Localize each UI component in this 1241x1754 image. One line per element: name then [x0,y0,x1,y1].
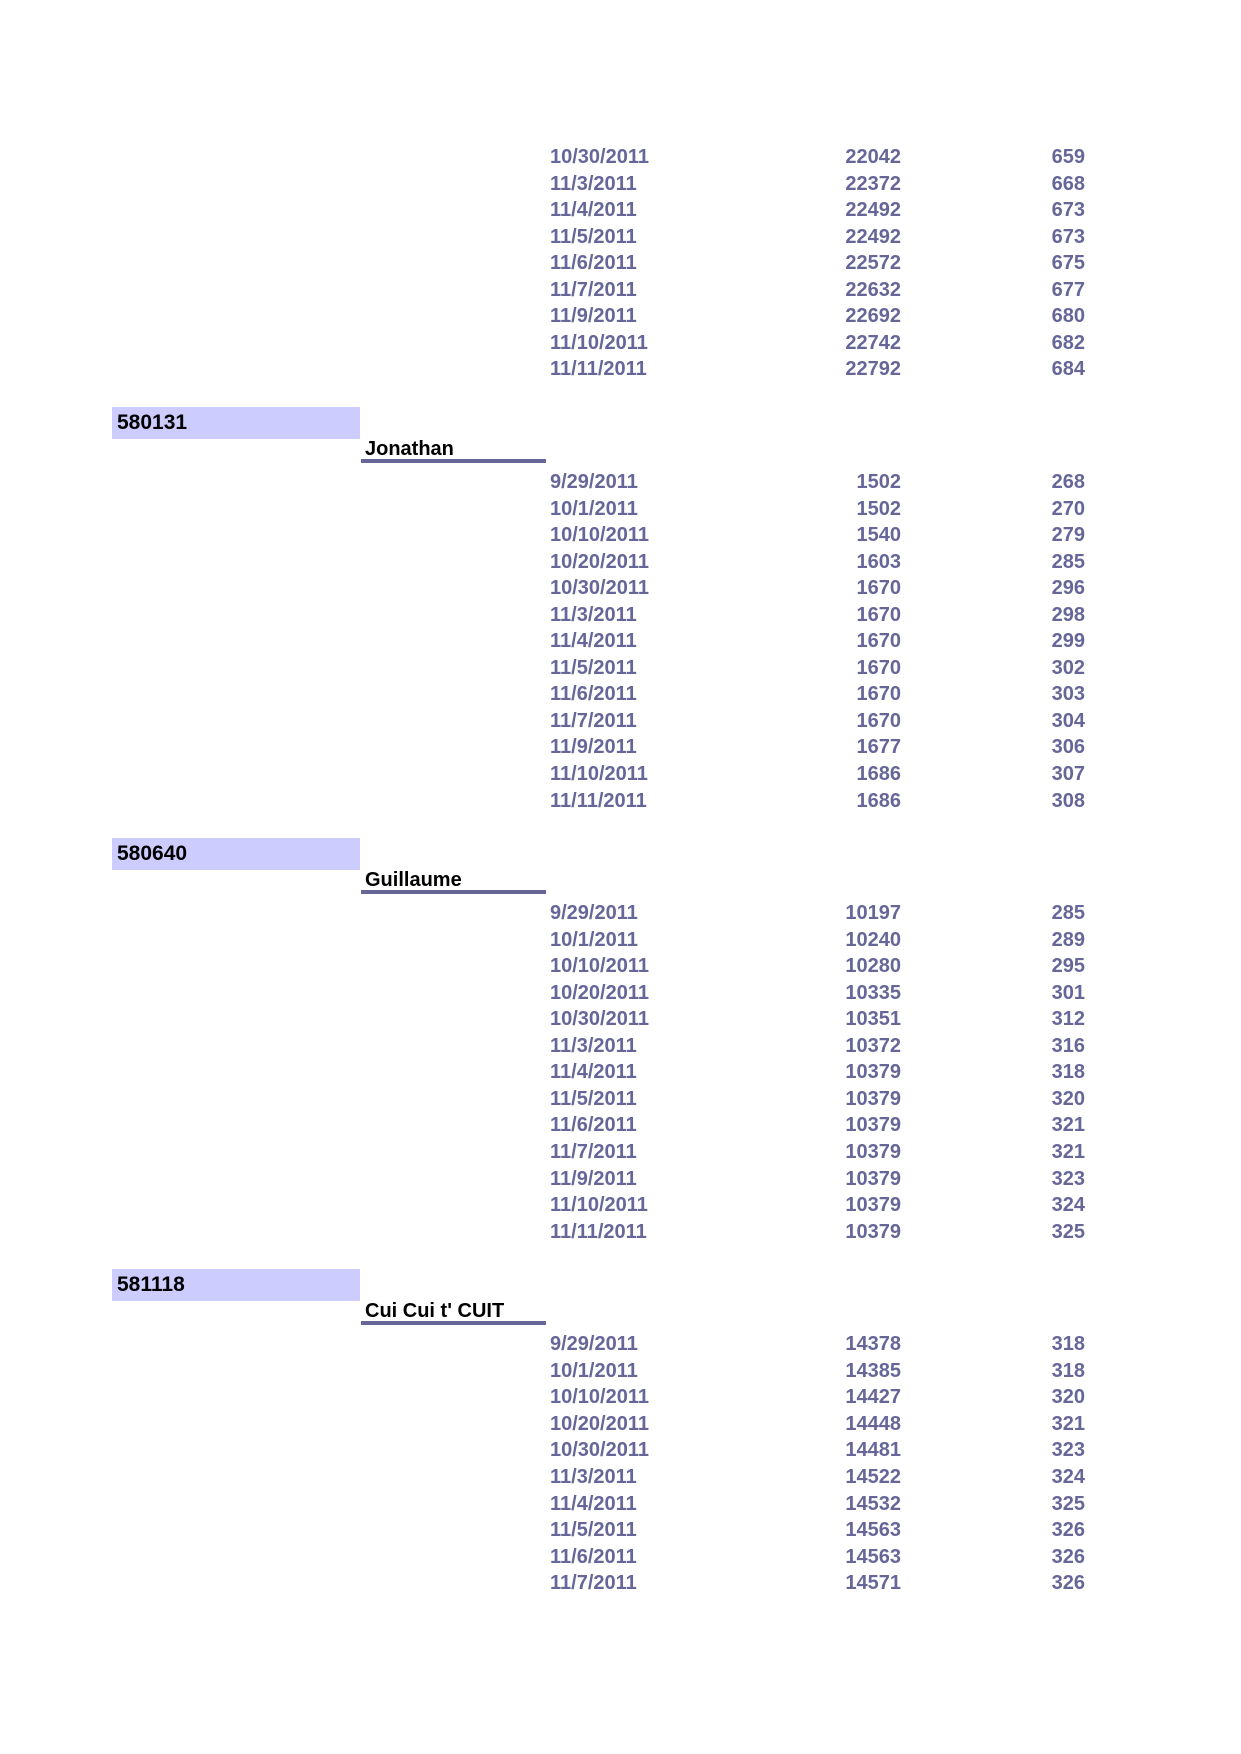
reading-row [0,1006,1241,1032]
counter-value-cell: 22492 [845,226,901,248]
reading-row [0,681,1241,707]
counter-value-cell: 1603 [856,551,901,573]
counter-value-cell: 1670 [856,657,901,679]
secondary-value-cell: 285 [1051,902,1085,924]
counter-value-cell: 22042 [845,146,901,168]
reading-row [0,708,1241,734]
reading-row [0,522,1241,548]
secondary-value-cell: 668 [1051,173,1085,195]
secondary-value-cell: 326 [1051,1572,1085,1594]
secondary-value-cell: 308 [1051,790,1085,812]
counter-value-cell: 10379 [845,1114,901,1136]
secondary-value-cell: 302 [1051,657,1085,679]
reading-row [0,927,1241,953]
owner-name-cell: Cui Cui t' CUIT [361,1297,546,1325]
secondary-value-cell: 303 [1051,683,1085,705]
secondary-value-cell: 323 [1051,1168,1085,1190]
date-cell: 11/6/2011 [550,1114,637,1136]
reading-row [0,1139,1241,1165]
secondary-value-cell: 307 [1051,763,1085,785]
date-cell: 10/20/2011 [550,1413,649,1435]
secondary-value-cell: 270 [1051,498,1085,520]
secondary-value-cell: 325 [1051,1221,1085,1243]
reading-row [0,1358,1241,1384]
date-cell: 11/9/2011 [550,736,637,758]
date-cell: 11/5/2011 [550,657,637,679]
date-cell: 11/3/2011 [550,173,637,195]
counter-value-cell: 1686 [856,790,901,812]
secondary-value-cell: 675 [1051,252,1085,274]
date-cell: 11/10/2011 [550,763,648,785]
account-id-cell: 580131 [112,407,360,439]
counter-value-cell: 1502 [856,471,901,493]
secondary-value-cell: 659 [1051,146,1085,168]
date-cell: 11/7/2011 [550,1141,637,1163]
counter-value-cell: 22492 [845,199,901,221]
reading-row [0,171,1241,197]
reading-row [0,1192,1241,1218]
counter-value-cell: 22692 [845,305,901,327]
date-cell: 11/9/2011 [550,1168,637,1190]
date-cell: 11/5/2011 [550,1088,637,1110]
date-cell: 11/9/2011 [550,305,637,327]
reading-row [0,1086,1241,1112]
secondary-value-cell: 306 [1051,736,1085,758]
date-cell: 10/30/2011 [550,1008,649,1030]
counter-value-cell: 10379 [845,1141,901,1163]
counter-value-cell: 10240 [845,929,901,951]
secondary-value-cell: 320 [1051,1088,1085,1110]
date-cell: 11/6/2011 [550,252,637,274]
reading-row [0,330,1241,356]
secondary-value-cell: 318 [1051,1360,1085,1382]
reading-row [0,734,1241,760]
date-cell: 10/10/2011 [550,1386,649,1408]
secondary-value-cell: 289 [1051,929,1085,951]
secondary-value-cell: 312 [1051,1008,1085,1030]
secondary-value-cell: 321 [1051,1141,1085,1163]
date-cell: 9/29/2011 [550,1333,638,1355]
date-cell: 11/6/2011 [550,683,637,705]
secondary-value-cell: 326 [1051,1546,1085,1568]
reading-row [0,1411,1241,1437]
counter-value-cell: 1670 [856,604,901,626]
secondary-value-cell: 318 [1051,1333,1085,1355]
reading-row [0,575,1241,601]
counter-value-cell: 14571 [845,1572,901,1594]
reading-row [0,549,1241,575]
counter-value-cell: 14448 [845,1413,901,1435]
reading-row [0,303,1241,329]
date-cell: 10/30/2011 [550,577,649,599]
secondary-value-cell: 324 [1051,1194,1085,1216]
secondary-value-cell: 279 [1051,524,1085,546]
date-cell: 11/10/2011 [550,332,648,354]
counter-value-cell: 10379 [845,1168,901,1190]
counter-value-cell: 14385 [845,1360,901,1382]
reading-row [0,1331,1241,1357]
date-cell: 11/11/2011 [550,358,647,380]
counter-value-cell: 10351 [845,1008,901,1030]
counter-value-cell: 22742 [845,332,901,354]
counter-value-cell: 14563 [845,1546,901,1568]
secondary-value-cell: 326 [1051,1519,1085,1541]
reading-row [0,655,1241,681]
date-cell: 10/10/2011 [550,955,649,977]
counter-value-cell: 1670 [856,630,901,652]
reading-row [0,602,1241,628]
secondary-value-cell: 299 [1051,630,1085,652]
date-cell: 10/10/2011 [550,524,649,546]
date-cell: 11/5/2011 [550,226,637,248]
reading-row [0,1437,1241,1463]
date-cell: 11/7/2011 [550,1572,637,1594]
reading-row [0,1033,1241,1059]
counter-value-cell: 1540 [856,524,901,546]
reading-row [0,1464,1241,1490]
account-id-cell: 580640 [112,838,360,870]
date-cell: 9/29/2011 [550,902,638,924]
secondary-value-cell: 318 [1051,1061,1085,1083]
counter-value-cell: 22632 [845,279,901,301]
counter-value-cell: 14522 [845,1466,901,1488]
date-cell: 10/1/2011 [550,498,638,520]
reading-row [0,953,1241,979]
counter-value-cell: 14427 [845,1386,901,1408]
reading-row [0,197,1241,223]
secondary-value-cell: 320 [1051,1386,1085,1408]
reading-row [0,1059,1241,1085]
counter-value-cell: 1670 [856,577,901,599]
date-cell: 11/3/2011 [550,1466,637,1488]
reading-row [0,788,1241,814]
counter-value-cell: 1670 [856,710,901,732]
date-cell: 10/30/2011 [550,1439,649,1461]
date-cell: 10/30/2011 [550,146,649,168]
reading-row [0,1219,1241,1245]
reading-row [0,277,1241,303]
secondary-value-cell: 295 [1051,955,1085,977]
date-cell: 10/20/2011 [550,982,649,1004]
reading-row [0,224,1241,250]
counter-value-cell: 1677 [856,736,901,758]
secondary-value-cell: 321 [1051,1114,1085,1136]
secondary-value-cell: 325 [1051,1493,1085,1515]
counter-value-cell: 10197 [845,902,901,924]
reading-row [0,628,1241,654]
counter-value-cell: 14481 [845,1439,901,1461]
secondary-value-cell: 304 [1051,710,1085,732]
date-cell: 11/6/2011 [550,1546,637,1568]
date-cell: 11/3/2011 [550,604,637,626]
reading-row [0,1112,1241,1138]
secondary-value-cell: 682 [1051,332,1085,354]
secondary-value-cell: 323 [1051,1439,1085,1461]
secondary-value-cell: 684 [1051,358,1085,380]
secondary-value-cell: 324 [1051,1466,1085,1488]
date-cell: 11/3/2011 [550,1035,637,1057]
secondary-value-cell: 268 [1051,471,1085,493]
date-cell: 11/4/2011 [550,1493,637,1515]
reading-row [0,1166,1241,1192]
date-cell: 11/11/2011 [550,790,647,812]
date-cell: 9/29/2011 [550,471,638,493]
reading-row [0,1517,1241,1543]
secondary-value-cell: 301 [1051,982,1085,1004]
date-cell: 11/7/2011 [550,279,637,301]
date-cell: 11/4/2011 [550,1061,637,1083]
secondary-value-cell: 673 [1051,226,1085,248]
reading-row [0,356,1241,382]
counter-value-cell: 22372 [845,173,901,195]
date-cell: 10/1/2011 [550,929,638,951]
counter-value-cell: 10335 [845,982,901,1004]
date-cell: 10/1/2011 [550,1360,638,1382]
counter-value-cell: 14563 [845,1519,901,1541]
secondary-value-cell: 673 [1051,199,1085,221]
date-cell: 11/10/2011 [550,1194,648,1216]
counter-value-cell: 10280 [845,955,901,977]
date-cell: 11/4/2011 [550,199,637,221]
counter-value-cell: 22572 [845,252,901,274]
counter-value-cell: 1670 [856,683,901,705]
counter-value-cell: 10379 [845,1088,901,1110]
reading-row [0,980,1241,1006]
reading-row [0,1544,1241,1570]
date-cell: 11/7/2011 [550,710,637,732]
owner-name-cell: Guillaume [361,866,546,894]
reading-row [0,250,1241,276]
secondary-value-cell: 298 [1051,604,1085,626]
date-cell: 11/5/2011 [550,1519,637,1541]
counter-value-cell: 10379 [845,1061,901,1083]
date-cell: 10/20/2011 [550,551,649,573]
reading-row [0,1491,1241,1517]
counter-value-cell: 14532 [845,1493,901,1515]
reading-row [0,496,1241,522]
counter-value-cell: 10379 [845,1221,901,1243]
secondary-value-cell: 677 [1051,279,1085,301]
date-cell: 11/11/2011 [550,1221,647,1243]
secondary-value-cell: 296 [1051,577,1085,599]
account-id-cell: 581118 [112,1269,360,1301]
reading-row [0,144,1241,170]
counter-value-cell: 1502 [856,498,901,520]
date-cell: 11/4/2011 [550,630,637,652]
secondary-value-cell: 316 [1051,1035,1085,1057]
counter-value-cell: 10372 [845,1035,901,1057]
secondary-value-cell: 285 [1051,551,1085,573]
reading-row [0,1570,1241,1596]
counter-value-cell: 1686 [856,763,901,785]
secondary-value-cell: 321 [1051,1413,1085,1435]
counter-value-cell: 22792 [845,358,901,380]
counter-value-cell: 10379 [845,1194,901,1216]
owner-name-cell: Jonathan [361,435,546,463]
counter-value-cell: 14378 [845,1333,901,1355]
reading-row [0,761,1241,787]
reading-row [0,1384,1241,1410]
reading-row [0,469,1241,495]
secondary-value-cell: 680 [1051,305,1085,327]
reading-row [0,900,1241,926]
